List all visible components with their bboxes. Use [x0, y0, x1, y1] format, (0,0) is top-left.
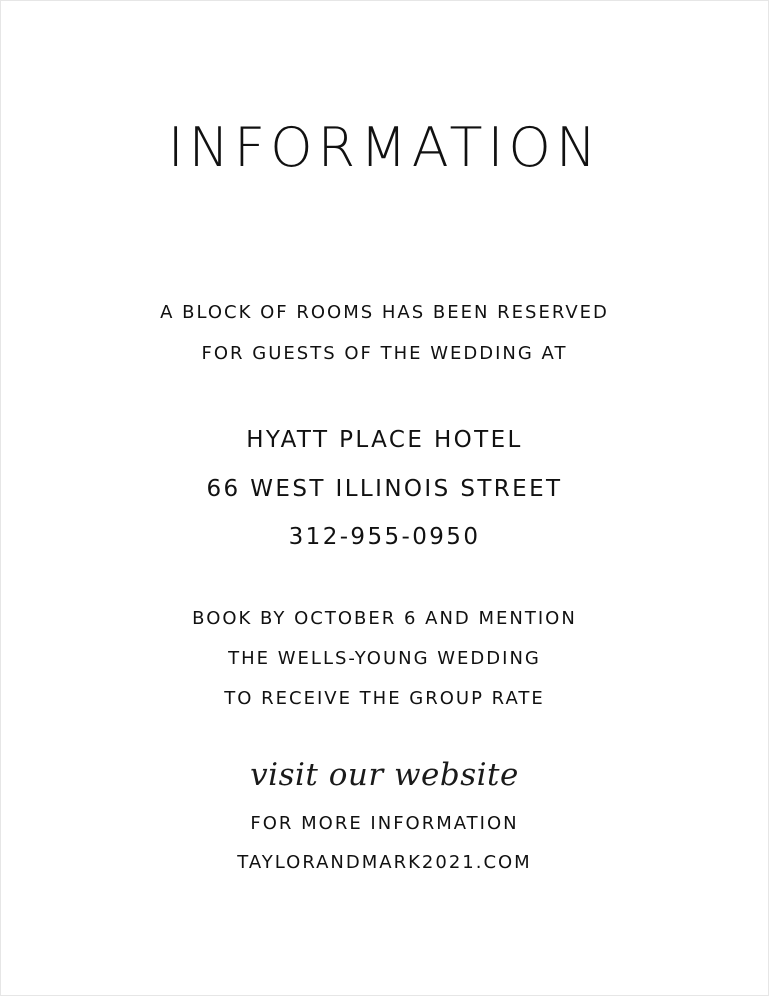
booking-line-3: TO RECEIVE THE GROUP RATE	[224, 688, 545, 709]
intro-line-1: A BLOCK OF ROOMS HAS BEEN RESERVED	[160, 302, 609, 323]
visit-website-script: visit our website	[250, 757, 519, 793]
card-title: INFORMATION	[167, 116, 602, 179]
booking-line-1: BOOK BY OCTOBER 6 AND MENTION	[192, 608, 577, 629]
more-info-text: FOR MORE INFORMATION	[250, 813, 519, 834]
website-url: TAYLORANDMARK2021.COM	[237, 852, 532, 873]
hotel-address: 66 WEST ILLINOIS STREET	[206, 476, 563, 502]
booking-line-2: THE WELLS-YOUNG WEDDING	[228, 648, 541, 669]
hotel-phone: 312-955-0950	[288, 524, 481, 550]
hotel-name: HYATT PLACE HOTEL	[246, 427, 523, 453]
intro-line-2: FOR GUESTS OF THE WEDDING AT	[201, 343, 568, 364]
